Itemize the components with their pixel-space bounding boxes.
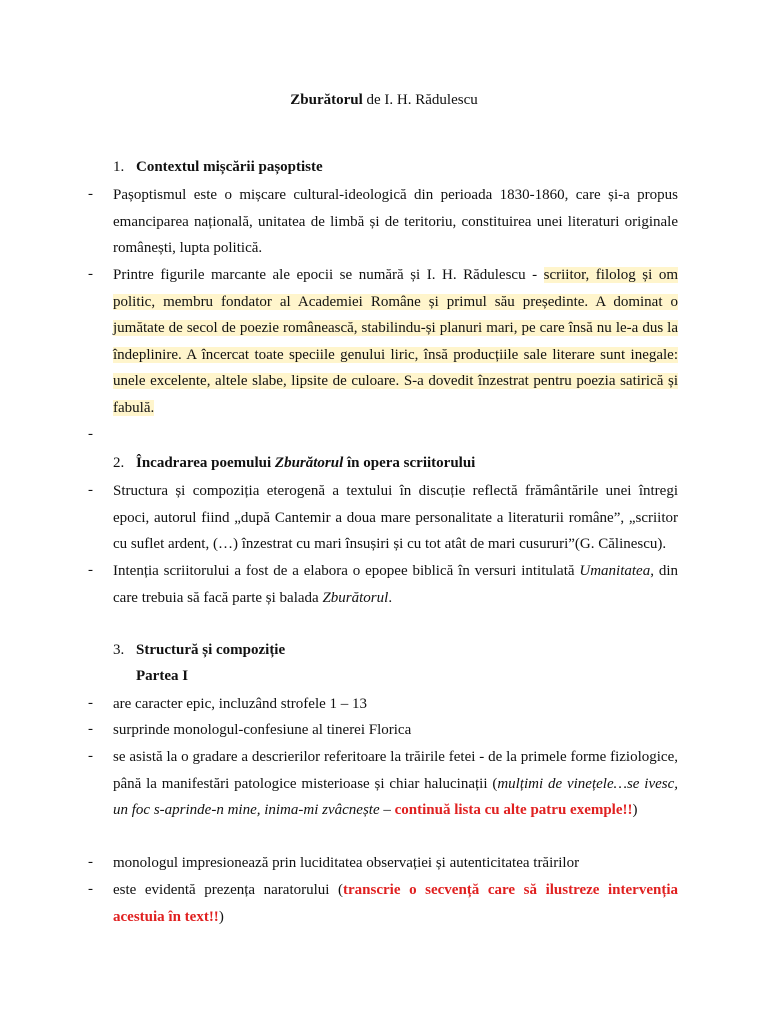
red-instruction: transcrie o secvență care să ilustreze intervenția acestuia în text!! <box>113 882 678 925</box>
section-3-item-5: este evidentă prezența naratorului (transcrie o secvență care să ilustreze intervenția acestuia în text!!) <box>113 882 678 925</box>
title-rest: de I. H. Rădulescu <box>362 92 478 108</box>
bullet-dash: - <box>88 881 93 897</box>
highlighted-text: scriitor, filolog și om politic, membru fondator al Academiei Române și primul său președinte. A dominat o jumătate de secol de poezie românească, stabilindu-și planuri mari, pe care însă nu le-a dus la îndeplinire. A încercat toate speciile genului liric, însă producțiile sale literare sunt inegale: unele excelente, altele slabe, lipsite de culoare. S-a dovedit înzestrat pentru poezia satirică și fabulă. <box>113 267 678 416</box>
section-3-item-4: monologul impresionează prin luciditatea observației și autenticitatea trăirilor <box>113 855 580 871</box>
bullet-dash: - <box>88 562 93 578</box>
section-3-heading: 3. Structură și compoziție <box>113 642 286 658</box>
document-title <box>0 92 768 109</box>
section-2-item-1: Structura și compoziția eterogenă a textului în discuție reflectă frământările unei întregi epoci, autorul fiind „după Cantemir a doua mare personalitate a literaturii române”, „scriitor cu suflet ardent, (…) înzestrat cu mari însușiri și cu tot atât de mari cusururi”(G. Călinescu). <box>113 483 678 552</box>
section-1-item-1: Pașoptismul este o mișcare cultural-ideologică din perioada 1830-1860, care și-a propus emanciparea națională, unitatea de limbă și de teritoriu, constituirea unei literaturi originale românești, lupta politică. <box>113 187 678 256</box>
title-bold: Zburătorul <box>290 92 363 108</box>
section-3-item-1: are caracter epic, incluzând strofele 1 – 13 <box>113 696 368 712</box>
bullet-dash: - <box>88 426 93 442</box>
section-1-item-2: Printre figurile marcante ale epocii se numără și I. H. Rădulescu - scriitor, filolog și om politic, membru fondator al Academiei Române și primul său președinte. A dominat o jumătate de secol de poezie românească, stabilindu-și planuri mari, pe care însă nu le-a dus la îndeplinire. A încercat toate speciile genului liric, însă producțiile sale literare sunt inegale: unele excelente, altele slabe, lipsite de culoare. S-a dovedit înzestrat pentru poezia satirică și fabulă. <box>113 267 678 416</box>
bullet-dash: - <box>88 721 93 737</box>
section-2-heading: 2. Încadrarea poemului Zburătorul în opera scriitorului <box>113 455 476 471</box>
section-3-item-2: surprinde monologul-confesiune al tinerei Florica <box>113 722 412 738</box>
bullet-dash: - <box>88 748 93 764</box>
red-instruction: continuă lista cu alte patru exemple!! <box>394 802 633 818</box>
bullet-dash: - <box>88 482 93 498</box>
section-1-heading: 1. Contextul mișcării pașoptiste <box>113 159 323 175</box>
bullet-dash: - <box>88 854 93 870</box>
section-2-item-2: Intenția scriitorului a fost de a elabora o epopee biblică în versuri intitulată Umanitatea, din care trebuia să facă parte și balada Zburătorul. <box>113 563 678 606</box>
section-3-subheading: Partea I <box>136 668 189 684</box>
bullet-dash: - <box>88 186 93 202</box>
bullet-dash: - <box>88 266 93 282</box>
section-3-item-3: se asistă la o gradare a descrierilor referitoare la trăirile fetei - de la primele forme fiziologice, până la manifestări patologice misterioase și chiar halucinații (mulțimi de vinețele…se ivesc, un foc s-aprinde-n mine, inima-mi zvâcnește – continuă lista cu alte patru exemple!!) <box>113 749 678 818</box>
bullet-dash: - <box>88 695 93 711</box>
